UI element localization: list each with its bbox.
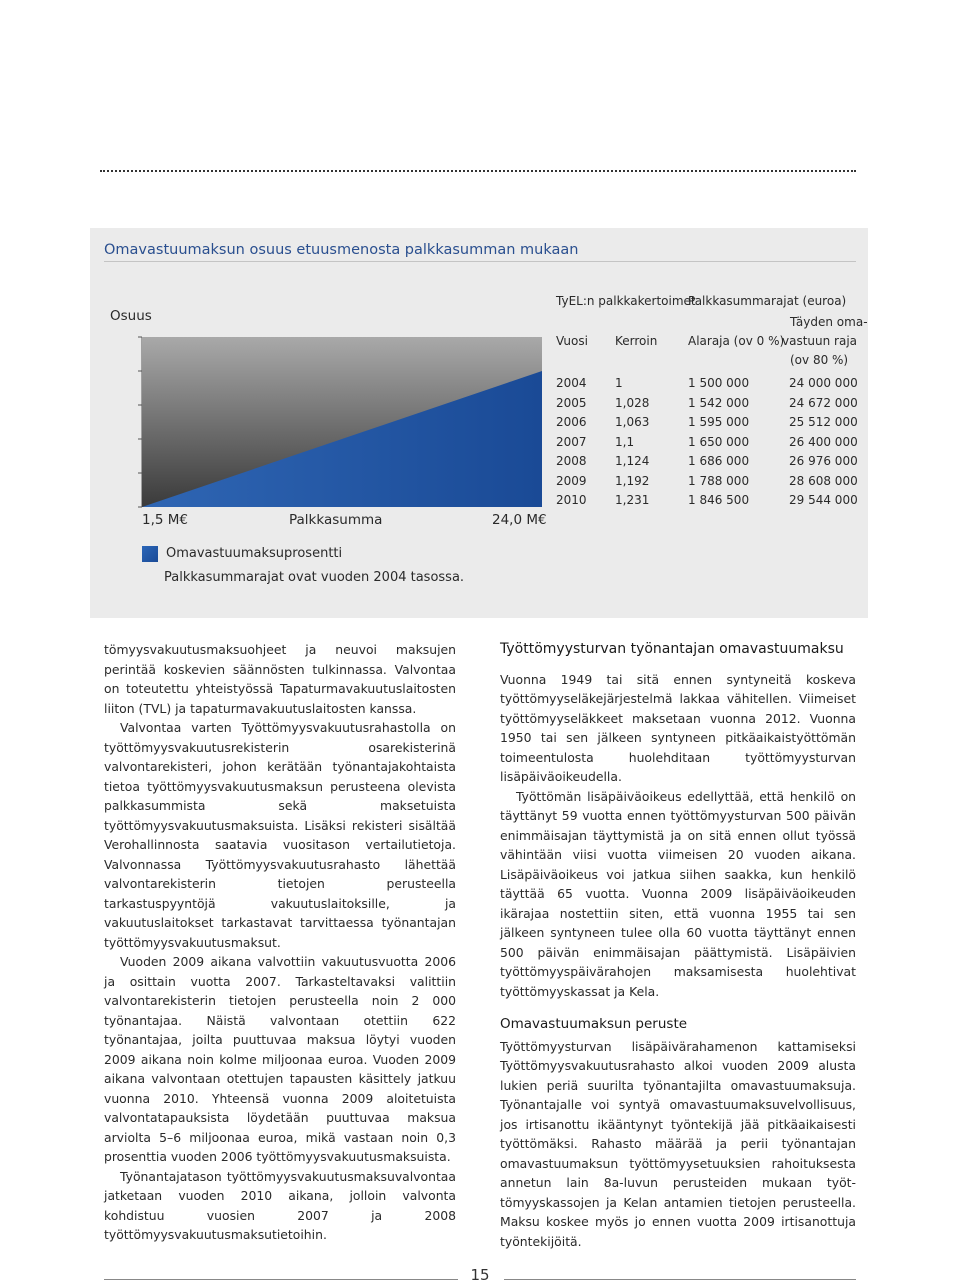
table-cell-alaraja: 1 542 000: [688, 395, 750, 410]
header-vuosi: Vuosi: [556, 334, 588, 348]
table-cell-raja: 25 512 000: [789, 415, 858, 429]
table-cell-alaraja: 1 846 500: [688, 493, 750, 507]
table-title-coefficients: TyEL:n palkkakertoimet: [556, 294, 696, 308]
x-min-label: 1,5 M€: [142, 512, 188, 528]
table-cell-raja: 28 608 000: [789, 473, 858, 488]
panel-title: Omavastuumaksun osuus etuusmenosta palkkasumman mukaan: [104, 242, 856, 262]
table-cell-kerroin: 1,063: [615, 415, 650, 429]
section-heading: Työttömyysturvan työnantajan omavastuumaksu: [500, 641, 844, 657]
table-cell-vuosi: 2008: [556, 454, 587, 468]
chart-svg: [90, 228, 560, 538]
chart-panel: [90, 228, 868, 618]
page-number: 15: [470, 1266, 490, 1284]
x-axis-label: Palkkasumma: [289, 512, 383, 528]
legend-swatch: [142, 546, 158, 562]
left-column: [104, 640, 456, 1245]
table-title-limits: Palkkasummarajat (euroa): [688, 294, 847, 308]
header-taysi-line3: (ov 80 %): [790, 353, 849, 367]
table-cell-alaraja: 1 595 000: [688, 415, 750, 429]
header-taysi-line1: Täyden oma-: [790, 315, 868, 329]
top-dotted-rule: [100, 170, 856, 172]
table-cell-kerroin: 1,1: [615, 434, 635, 449]
table-cell-raja: 26 976 000: [789, 454, 858, 468]
x-max-label: 24,0 M€: [492, 512, 547, 528]
right-paragraph-3: Työttömyysturvan lisäpäivärahamenon kattamiseksi Työttömyysvakuutusrahasto alkoi vuoden 2009 alusta lukien periä suurilta työnantajilta omavastuumaksuja. Työnantajalle voi syntyä omavastuumaksuvelvollisuus, jos irtisanottu ikääntynyt työntekijä jää pitkäaikaisesti työttömäksi. Rahasto määrää ja perii työnantajan omavastuumaksun työttömyysetuuksien rahoituksesta annetun lain 8a-luvun perusteiden mukaan työttömyyskassojen ja Kelan antamien tietojen perusteella. Maksu koskee myös jo ennen vuotta 2009 irtisanottuja työntekijöitä.: [500, 1038, 856, 1249]
left-paragraph-4: Työnantajatason työttömyysvakuutusmaksuvalvontaa jatketaan vuoden 2010 aikana, jolloin valvonta kohdistuu vuosien 2007 ja 2008 työttömyysvakuutusmaksutietoihin.: [104, 1168, 456, 1242]
table-cell-vuosi: 2009: [556, 473, 587, 488]
table-cell-kerroin: 1: [615, 376, 623, 390]
table-cell-raja: 26 400 000: [789, 434, 858, 449]
right-column: [500, 640, 856, 1251]
table-cell-raja: 24 000 000: [789, 376, 858, 390]
legend-label: Omavastuumaksuprosentti: [166, 546, 343, 561]
table-cell-alaraja: 1 500 000: [688, 376, 750, 390]
table-cell-alaraja: 1 650 000: [688, 434, 750, 449]
table-cell-kerroin: 1,231: [615, 493, 650, 507]
right-paragraph-2: Työttömän lisäpäiväoikeus edellyttää, että henkilö on täyttänyt 59 vuotta ennen työttömyysturvan 500 päivän enimmäisajan täyttymistä ja on sitä ennen ollut työssä vähintään viisi vuotta viimeisen 20 vuoden aikana. Lisäpäiväoikeus voi jatkua siihen saakka, kun henkilö täyttää 65 vuotta. Vuonna 2009 lisäpäiväoikeuden ikärajaa nostettiin siten, että vuonna 1955 tai sen jälkeen syntyneen tulee olla 60 vuotta täyttänyt ennen 500 päivän enimmäisajan päättymistä. Lisäpäivien työttömyyspäivärahojen maksamisesta huolehtivat työttömyyskassat ja Kela.: [500, 788, 856, 999]
y-axis-label: Osuus: [110, 308, 152, 324]
table-cell-vuosi: 2010: [556, 493, 587, 507]
table-cell-kerroin: 1,124: [615, 454, 650, 468]
table-cell-raja: 29 544 000: [789, 493, 858, 507]
right-paragraph-1: Vuonna 1949 tai sitä ennen syntyneitä koskeva työttömyyseläkejärjestelmä lakkaa vähitellen. Viimeiset työttömyyseläkkeet maksetaan vuonna 2012. Vuonna 1950 tai sen jälkeen syntyneen pitkäaikaistyöttömän toimeentulosta huolehditaan työttömyysturvan lisäpäiväoikeudella.: [500, 671, 856, 784]
table-cell-vuosi: 2007: [556, 434, 587, 449]
table-cell-alaraja: 1 686 000: [688, 454, 750, 468]
left-paragraph-3: Vuoden 2009 aikana valvottiin vakuutusvuotta 2006 ja osittain vuotta 2007. Tarkasteltavaksi valittiin valvontarekisterin tietojen perusteella noin 2 000 työnantajaa. Näistä valvontaan otettiin 622 työnantajaa, joilta puuttuvaa maksua löytyi vuoden 2009 aikana noin kolme miljoonaa euroa. Vuoden 2009 aikana valvontaan otettujen tapausten käsittely jatkuu vuonna 2010. Yhteensä vuonna 2009 aloitetuista valvontatapauksista löydetään puuttuvaa maksua arviolta 5–6 miljoonaa euroa, mikä vastaan noin 0,3 prosenttia vuoden 2006 työttömyysvakuutusmaksuista.: [104, 954, 456, 1164]
table-cell-vuosi: 2006: [556, 415, 587, 429]
table-cell-raja: 24 672 000: [789, 395, 858, 410]
footer-line-right: [504, 1279, 856, 1280]
table-cell-vuosi: 2005: [556, 395, 587, 410]
left-paragraph-1: tömyysvakuutusmaksuohjeet ja neuvoi maksujen perintää koskevien säännösten tulkinnassa. Valvontaa on toteutettu yhteistyössä Tapaturmavakuutuslaitosten liiton (TVL) ja tapaturmavakuutuslaitosten kanssa.: [104, 642, 456, 716]
chart-note: Palkkasummarajat ovat vuoden 2004 tasossa.: [164, 570, 465, 585]
header-kerroin: Kerroin: [615, 334, 658, 348]
table-cell-vuosi: 2004: [556, 376, 587, 390]
header-alaraja: Alaraja (ov 0 %): [688, 334, 785, 348]
footer-line-left: [104, 1279, 458, 1280]
subsection-heading: Omavastuumaksun peruste: [500, 1016, 688, 1032]
table-cell-alaraja: 1 788 000: [688, 473, 750, 488]
table-cell-kerroin: 1,028: [615, 395, 650, 410]
table-cell-kerroin: 1,192: [615, 473, 650, 488]
header-taysi-line2: vastuun raja: [782, 334, 858, 348]
left-paragraph-2: Valvontaa varten Työttömyysvakuutusrahastolla on työttömyysvakuutusrekisterin osarekisterinä valvontarekisteri, johon kerätään työnantajakohtaista tietoa työttömyysvakuutusmaksun perusteena olevista palkkasummista sekä maksetuista työttömyysvakuutusmaksuista. Lisäksi rekisteri sisältää Verohallinnosta saatavia vuositason vertailutietoja. Valvonnassa Työttömyysvakuutusrahasto lähettää valvontarekisterin tietojen perusteella tarkastuspyyntöjä vakuutuslaitoksille, ja vakuutuslaitokset tarkastavat tarvittaessa työnantajan työttömyysvakuutusmaksut.: [104, 720, 456, 950]
